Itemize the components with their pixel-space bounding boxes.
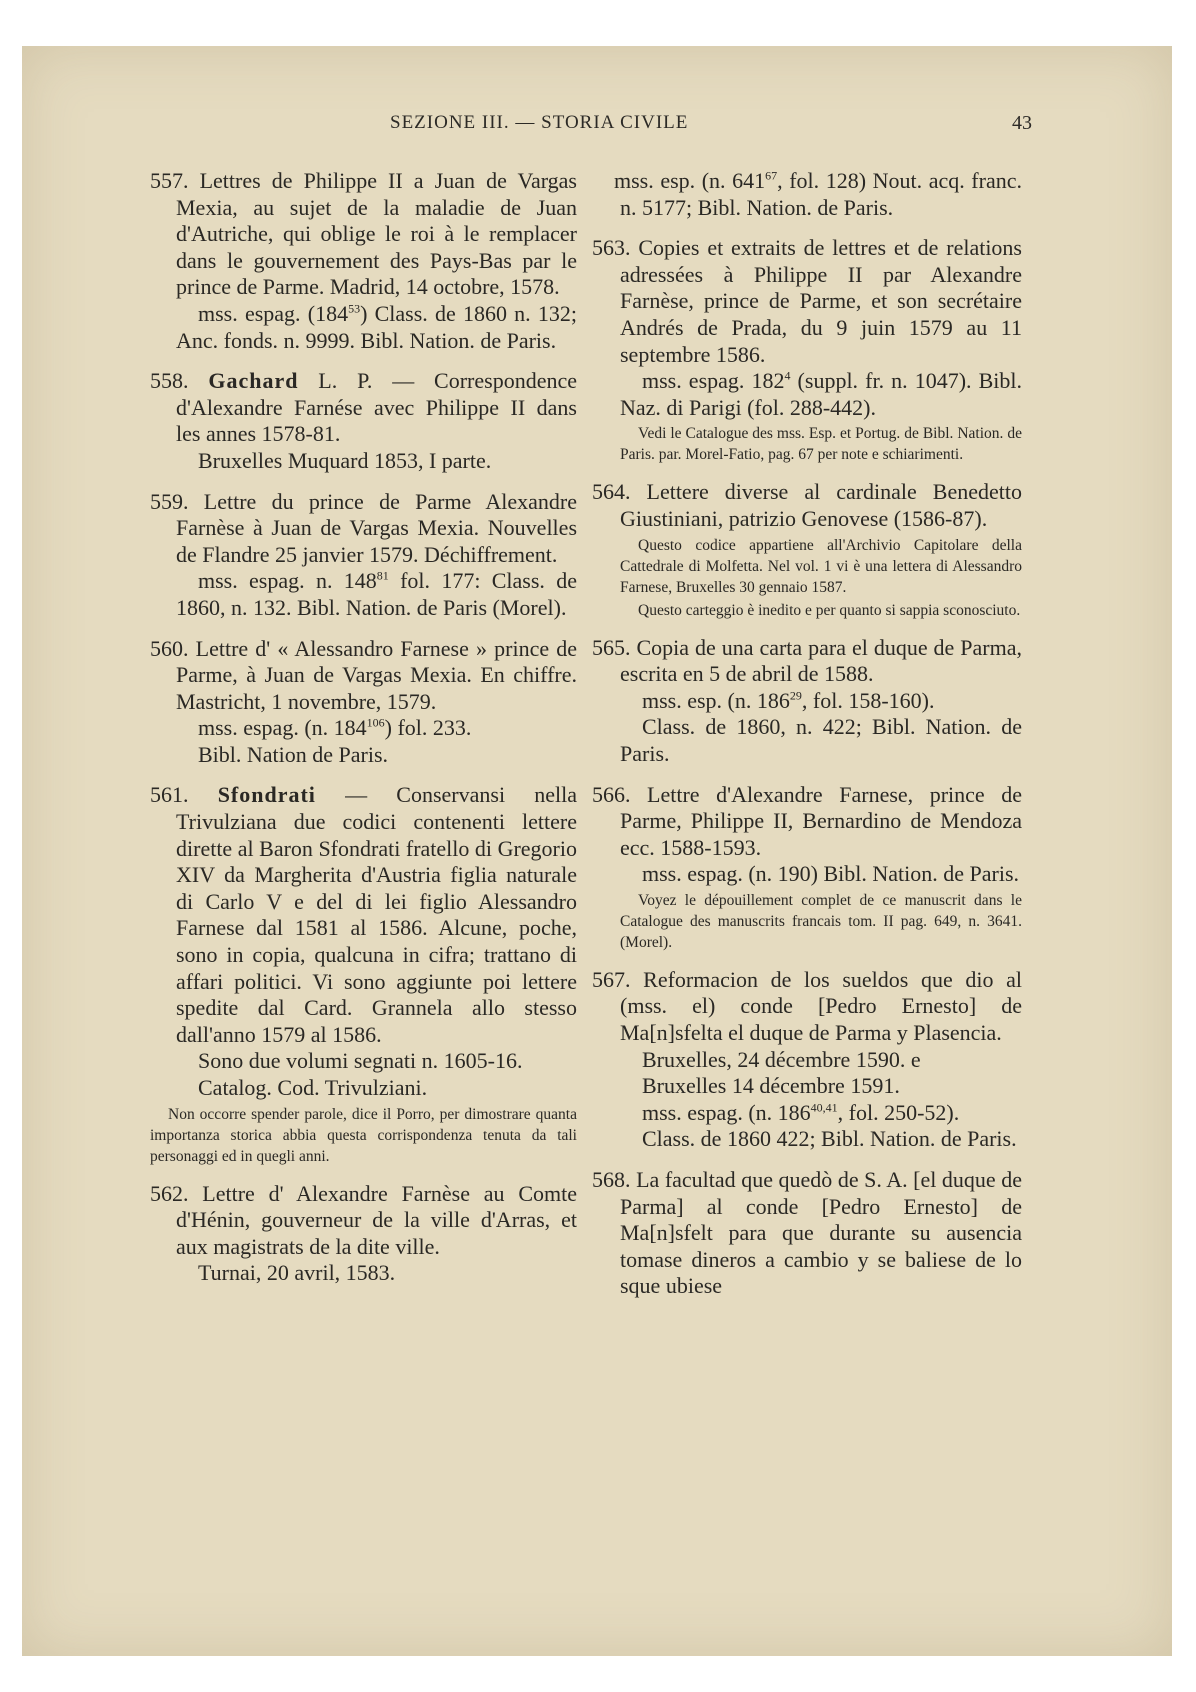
entry-ref: Bibl. Nation de Paris. xyxy=(198,741,389,767)
entry-text: Lettres de Philippe II a Juan de Vargas Mexia, au sujet de la maladie de Juan d'Autriche, qui oblige le roi à le remplacer dans le gouvernement des Pays-Bas par le prince de Parme. Madrid, 14 octobre, 1578. xyxy=(176,168,577,300)
entry-566 xyxy=(592,782,1022,953)
entry-number: 565. xyxy=(592,634,631,660)
entry-ref: mss. espag. (n. 190) Bibl. Nation. de Paris. xyxy=(642,861,1020,887)
entry-ref-cont: ) Class. de 1860 n. 132; Anc. fonds. n. 9999. Bibl. Nation. de Paris. xyxy=(176,300,577,353)
entry-ref: mss. espag. n. 148 xyxy=(198,568,377,594)
entry-text: Reformacion de los sueldos que dio al (mss. el) conde [Pedro Ernesto] de Ma[n]sfelta el duque de Parma y Plasencia. xyxy=(620,966,1022,1046)
ref-sup: 81 xyxy=(376,568,389,583)
entry-number: 561. xyxy=(150,782,189,808)
entry-ref: mss. espag. (n. 186 xyxy=(642,1099,811,1125)
entry-number: 557. xyxy=(150,168,189,193)
entry-note: Questo codice appartiene all'Archivio Capitolare della Cattedrale di Molfetta. Nel vol. 1 vi è una lettera di Alessandro Farnese, Bruxelles 30 gennaio 1587. xyxy=(620,536,1022,596)
entry-text: — Conservansi nella Trivulziana due codici contenenti lettere dirette al Baron Sfondrati fratello di Gregorio XIV da Margherita d'Austria figlia naturale di Carlo V e del di lei figlio Alessandro Farnese dal 1581 al 1586. Alcune, poche, sono in copia, qualcuna in cifra; trattano di affari politici. Vi sono aggiunte poi lettere spedite dal Card. Grannela allo stesso dall'anno 1579 al 1586. xyxy=(176,782,577,1047)
ref-sup: 53 xyxy=(348,301,361,316)
entry-ref: Catalog. Cod. Trivulziani. xyxy=(198,1075,428,1100)
ref-sup: 4 xyxy=(784,368,791,383)
entry-562-continued xyxy=(592,168,1022,221)
entry-ref-cont: , fol. 128) Nout. acq. franc. n. 5177; Bibl. Nation. de Paris. xyxy=(620,168,1022,220)
entry-note: Non occorre spender parole, dice il Porro, per dimostrare quanta importanza storica abbia questa corrispondenza tenuta da tali personaggi ed in quegli anni. xyxy=(150,1105,577,1165)
entry-text: L. P. — Correspondence d'Alexandre Farnése avec Philippe II dans les annes 1578-81. xyxy=(176,368,578,447)
entry-text: La facultad que quedò de S. A. [el duque de Parma] al conde [Pedro Ernesto] de Ma[n]sfelt para que durante su ausencia tomase dineros a cambio y se baliese de lo sque ubiese xyxy=(620,1167,1023,1299)
entry-ref: mss. espag. 182 xyxy=(642,368,785,394)
entry-ref: Turnai, 20 avril, 1583. xyxy=(198,1260,396,1286)
entry-note: Vedi le Catalogue des mss. Esp. et Portug. de Bibl. Nation. de Paris. par. Morel-Fatio, pag. 67 per note e schiarimenti. xyxy=(620,425,1022,464)
entry-568 xyxy=(592,1167,1022,1300)
entry-560 xyxy=(150,636,577,769)
author-name: Sfondrati xyxy=(217,782,316,808)
entry-number: 563. xyxy=(592,235,631,261)
entry-number: 560. xyxy=(150,635,189,661)
entry-text: Copies et extraits de lettres et de relations adressées à Philippe II par Alexandre Farnèse, prince de Parme, et son secrétaire Andrés de Prada, du 9 juin 1579 au 11 septembre 1586. xyxy=(620,235,1022,367)
entry-number: 562. xyxy=(150,1180,189,1206)
entry-ref: Bruxelles, 24 décembre 1590. e xyxy=(642,1046,921,1072)
entry-ref: Bruxelles Muquard 1853, I parte. xyxy=(198,447,492,473)
entry-number: 568. xyxy=(592,1167,631,1193)
entry-ref: Bruxelles 14 décembre 1591. xyxy=(642,1073,900,1099)
entry-559 xyxy=(150,489,577,622)
author-name: Gachard xyxy=(208,368,299,394)
entry-ref: mss. espag. (184 xyxy=(198,300,349,326)
entry-text: Copia de una carta para el duque de Parma, escrita en 5 de abril de 1588. xyxy=(620,634,1022,687)
section-title: SEZIONE III. — STORIA CIVILE xyxy=(390,112,689,133)
entry-number: 566. xyxy=(592,781,631,807)
entry-ref: Class. de 1860, n. 422; Bibl. Nation. de Paris. xyxy=(620,714,1022,766)
ref-sup: 106 xyxy=(366,715,385,730)
entry-number: 564. xyxy=(592,479,631,505)
page-number: 43 xyxy=(1012,112,1032,134)
entry-ref: Sono due volumi segnati n. 1605-16. xyxy=(198,1048,523,1074)
entry-note: Voyez le dépouillement complet de ce manuscrit dans le Catalogue des manuscrits francais tom. II pag. 649, n. 3641. (Morel). xyxy=(620,891,1022,951)
entry-ref-cont: fol. 177: Class. de 1860, n. 132. Bibl. Nation. de Paris (Morel). xyxy=(176,568,577,620)
running-header xyxy=(0,112,1196,142)
left-column xyxy=(150,168,577,1301)
ref-sup: 67 xyxy=(765,168,778,183)
entry-ref: mss. esp. (n. 186 xyxy=(642,687,790,713)
ref-sup: 40,41 xyxy=(810,1100,838,1115)
entry-564 xyxy=(592,479,1022,620)
entry-567 xyxy=(592,967,1022,1153)
entry-557 xyxy=(150,168,577,354)
entry-text: Lettre d'Alexandre Farnese, prince de Parme, Philippe II, Bernardino de Mendoza ecc. 1588-1593. xyxy=(620,781,1022,860)
entry-text: Lettre du prince de Parme Alexandre Farnèse à Juan de Vargas Mexia. Nouvelles de Flandre 25 janvier 1579. Déchiffrement. xyxy=(176,488,577,567)
entry-561 xyxy=(150,782,577,1166)
entry-ref-cont: (suppl. fr. n. 1047). Bibl. Naz. di Parigi (fol. 288-442). xyxy=(620,368,1023,420)
entry-ref: mss. espag. (n. 184 xyxy=(198,715,367,741)
entry-ref-cont: , fol. 250-52). xyxy=(837,1099,960,1125)
entry-ref-cont: , fol. 158-160). xyxy=(801,687,935,713)
entry-565 xyxy=(592,635,1022,768)
entry-number: 567. xyxy=(592,966,631,992)
ref-sup: 29 xyxy=(789,688,802,703)
entry-ref: mss. esp. (n. 641 xyxy=(614,168,766,193)
entry-ref-cont: ) fol. 233. xyxy=(384,715,472,741)
entry-note: Questo carteggio è inedito e per quanto si sappia sconosciuto. xyxy=(638,601,1021,619)
entry-number: 558. xyxy=(150,368,189,394)
entry-text: Lettere diverse al cardinale Benedetto Giustiniani, patrizio Genovese (1586-87). xyxy=(620,479,1022,531)
entry-text: Lettre d' « Alessandro Farnese » prince de Parme, à Juan de Vargas Mexia. En chiffre. Mastricht, 1 novembre, 1579. xyxy=(176,635,577,714)
right-column xyxy=(592,168,1022,1314)
entry-563 xyxy=(592,235,1022,465)
entry-562 xyxy=(150,1181,577,1287)
entry-number: 559. xyxy=(150,488,189,514)
entry-text: Lettre d' Alexandre Farnèse au Comte d'Hénin, gouverneur de la ville d'Arras, et aux magistrats de la dite ville. xyxy=(176,1180,578,1259)
entry-ref: Class. de 1860 422; Bibl. Nation. de Paris. xyxy=(642,1126,1017,1152)
entry-558 xyxy=(150,368,577,474)
